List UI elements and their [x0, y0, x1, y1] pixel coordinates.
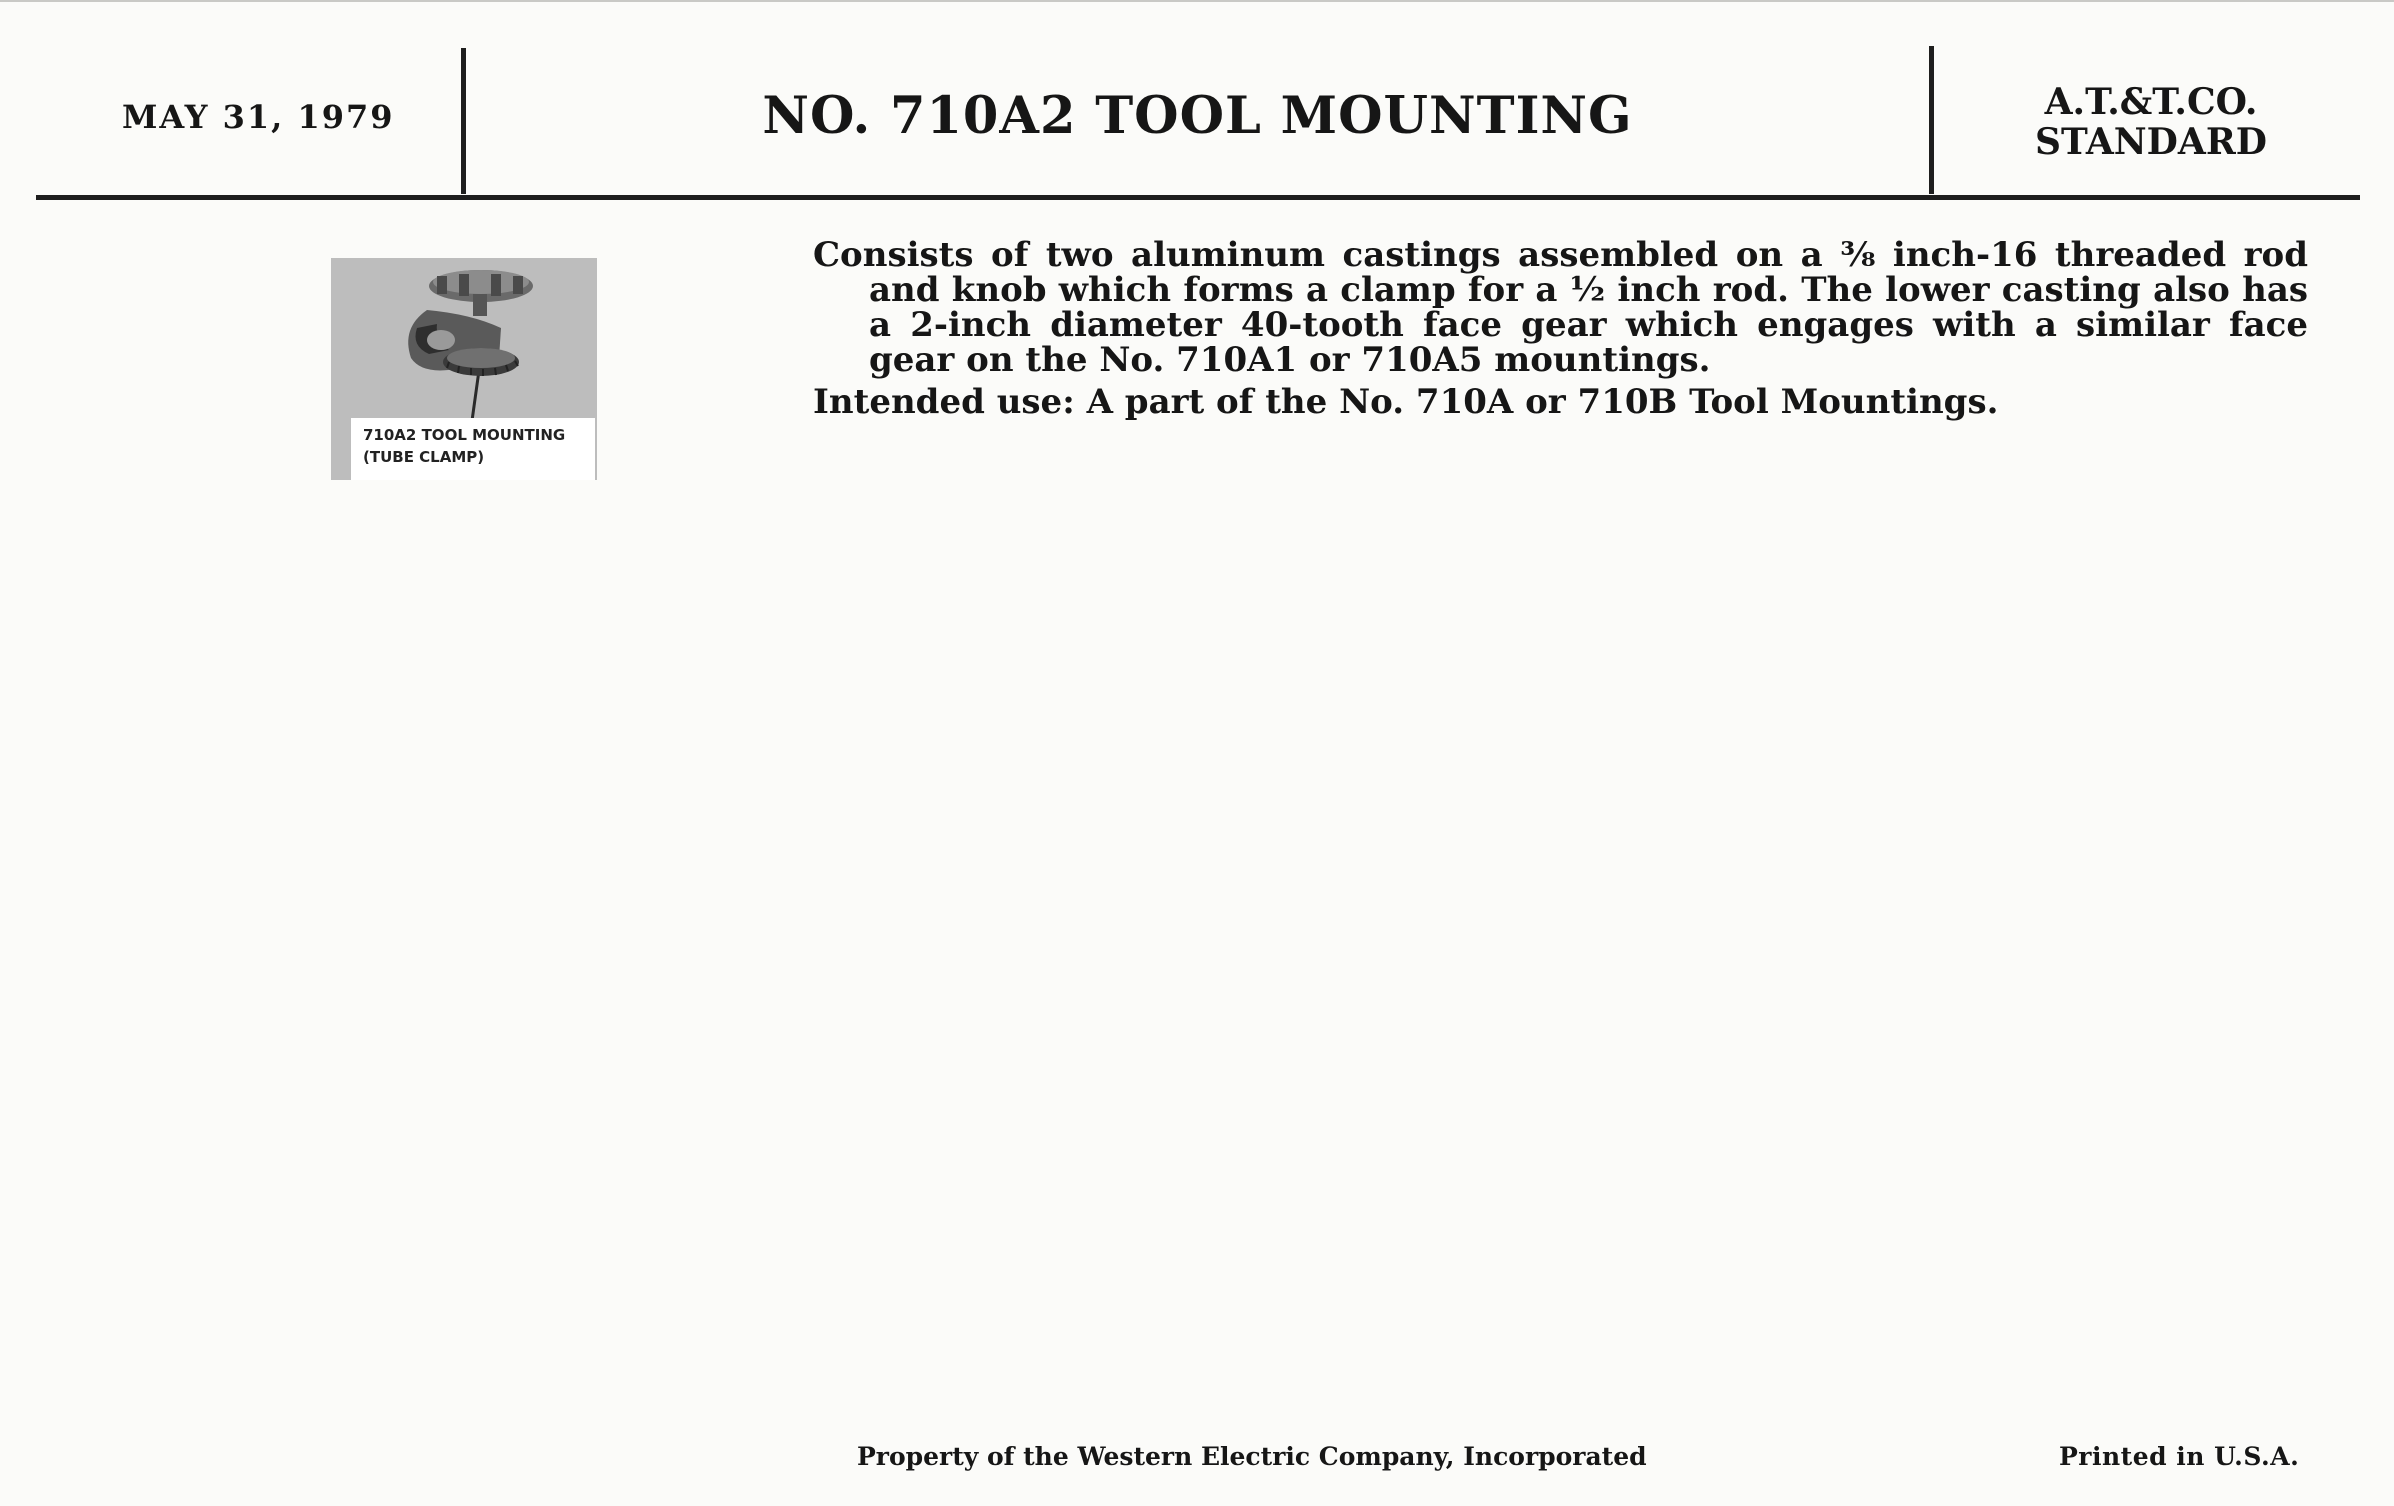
property-notice: Property of the Western Electric Company, Incorporated [857, 1442, 1647, 1471]
standard-line-2: STANDARD [2035, 121, 2267, 163]
document-title: NO. 710A2 TOOL MOUNTING [762, 86, 1633, 146]
photo-caption [351, 418, 595, 480]
photo-caption-line-1: 710A2 TOOL MOUNTING [363, 426, 566, 444]
intended-use: Intended use: A part of the No. 710A or 710B Tool Mountings. [813, 382, 1999, 422]
header-divider-right [1929, 46, 1934, 194]
description [813, 235, 2308, 422]
description-paragraph: Consists of two aluminum castings assembled on a ⅜ inch-16 threaded rod and knob which forms a clamp for a ½ inch rod. The lower casting also has a 2-inch diameter 40-tooth face gear which engages with a similar face gear on the No. 710A1 or 710A5 mountings. [813, 235, 2308, 380]
standard-line-1: A.T.&T.CO. [2044, 81, 2258, 123]
document-date: MAY 31, 1979 [122, 98, 395, 136]
product-photo [331, 258, 597, 480]
header-rule [36, 195, 2360, 200]
standard-label [1935, 82, 2367, 162]
printed-notice: Printed in U.S.A. [2059, 1442, 2300, 1471]
photo-caption-line-2: (TUBE CLAMP) [363, 448, 485, 466]
